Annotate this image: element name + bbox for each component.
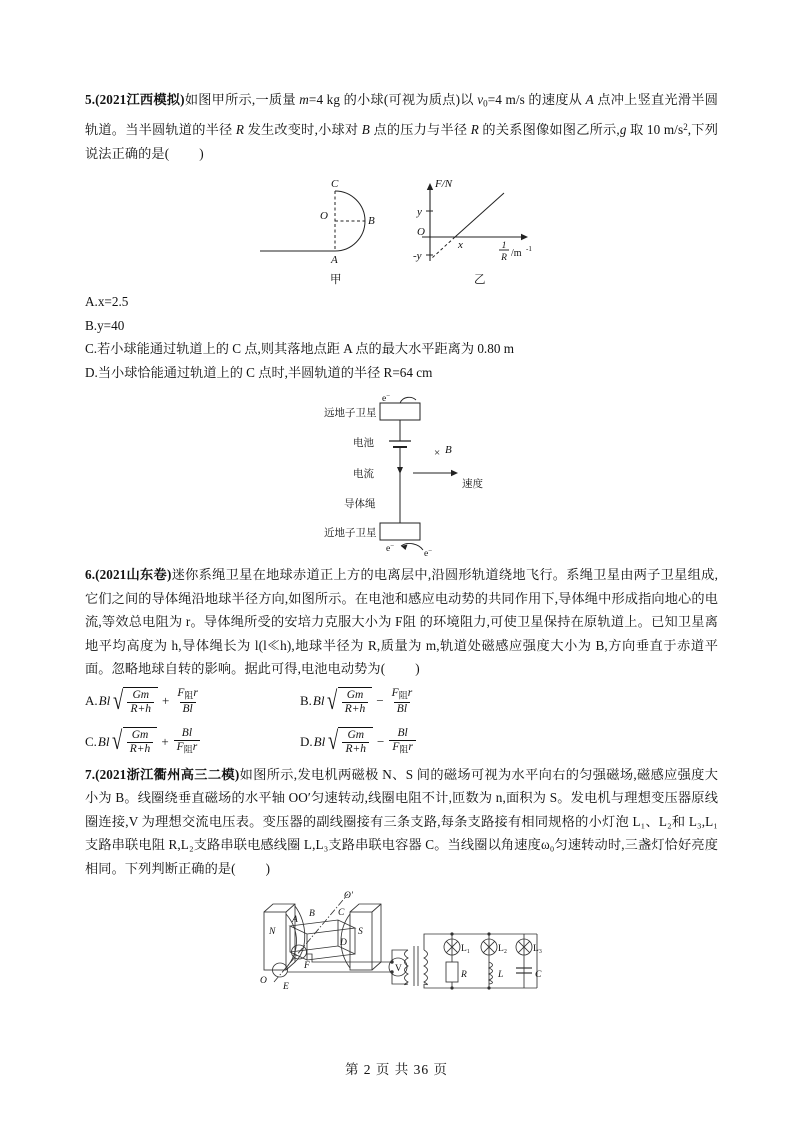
q5-option-a[interactable]: A.x=2.5 (85, 294, 129, 310)
q6-option-d-coef: Bl (313, 733, 326, 749)
q5-point-b: B (361, 122, 370, 138)
q6-option-b-radical: √ $\frac{Gm}{R+h}$ (325, 687, 372, 716)
q6-d-rad-den: R+h (342, 742, 369, 756)
q5-var-r: R (235, 122, 245, 138)
q5-graph-y-axis-label: F/N (434, 178, 452, 191)
q6-a-den: Bl (182, 703, 193, 716)
q6-option-d[interactable] (300, 727, 515, 757)
q7-point-f: F (303, 961, 310, 972)
q7-axis-bottom: O (259, 976, 267, 987)
q5-fig-caption-yi: 乙 (473, 274, 485, 287)
q5-option-d[interactable]: D.当小球恰能通过轨道上的 C 点时,半圆轨道的半径 R=64 cm (85, 364, 433, 380)
q6-d-den-tail: r (408, 741, 413, 754)
q5-option-c[interactable]: C.若小球能通过轨道上的 C 点,则其落地点距 A 点的最大水平距离为 0.80 m (85, 341, 514, 357)
q6-option-a[interactable] (85, 687, 300, 717)
q7-axis-top: O′ (343, 891, 353, 902)
q6-option-c[interactable] (85, 727, 300, 757)
q6-option-d-radical: √ $\frac{Gm}{R+h}$ (326, 727, 373, 756)
q6-d-rad-num: Gm (347, 729, 365, 742)
q5-var-v0: v (477, 92, 484, 107)
q5-fig-label-C: C (330, 178, 338, 191)
q6-c-fraction (174, 727, 201, 757)
question-6-body: 迷你系绳卫星在地球赤道正上方的电离层中,沿圆形轨道绕地飞行。系绳卫星由两子卫星组成,它们之间的导体绳沿地球半径方向,如图所示。在电池和感应电动势的共同作用下,导体绳中形成指向地心的电流,等效总电阻为 r。导体绳所受的安培力克服大小为 F阻 的环境阻力,可使卫星保持在原轨道上。已知卫星离地平均高度为 h,导体绳长为 l(l≪h),地球半径为 R,质量为 m,轨道处磁感应强度大小为 B,方向垂直于赤道平面。忽略地球自转的影响。据此可得,电池电动势为( (85, 567, 718, 677)
q5-var-v0-sub: 0 (483, 98, 488, 109)
q6-a-rad-num: Gm (132, 688, 150, 701)
svg-text:-1: -1 (525, 245, 532, 254)
q6-c-num: Bl (181, 727, 193, 740)
q6-b-fraction (389, 687, 416, 717)
q5-fig-label-A: A (330, 254, 338, 267)
q6-c-rad-den: R+h (127, 742, 154, 756)
q7-lamp-3: L₃ (532, 944, 542, 955)
q6-a-num-tail: r (193, 686, 198, 699)
q6-electron-bottom-left: e− (385, 542, 394, 555)
q6-label-battery: 电池 (352, 438, 374, 450)
question-5-text: 5.(2021江西模拟)如图甲所示,一质量 m=4 kg 的小球(可视为质点)以 $v_0=4$ m/s 的速度从 A 点冲上竖直光滑半圆轨道。当半圆轨道的半径 R 发生改变时,小球对 B 点的压力与半径 R 的关系图像如图乙所示,g 取 10 $m/s^2$,下列说法正确的是( ) (85, 92, 718, 161)
q6-b-operator: − (376, 693, 384, 709)
svg-text:/m: /m (510, 248, 522, 260)
svg-text:B: B (444, 444, 452, 457)
q6-option-b-label: B. (300, 693, 312, 709)
q5-part4: 点冲上竖直光滑半圆轨道。当半圆轨道的半径 (85, 92, 718, 138)
q6-a-num-sub: 阻 (184, 690, 194, 701)
q7-capacitor: C (534, 970, 541, 981)
q6-b-den: Bl (396, 703, 408, 716)
q5-figure-svg (252, 173, 552, 288)
q7-pole-n: N (268, 927, 275, 938)
question-5-number: 5. (85, 92, 96, 107)
q6-b-num-sub: 阻 (398, 690, 408, 701)
q5-option-b[interactable]: B.y=40 (85, 317, 125, 333)
q5-var-g: g (619, 122, 627, 138)
q5-fig-label-B: B (367, 215, 375, 228)
q7-voltmeter: V (394, 964, 402, 975)
question-7-number: 7. (85, 766, 96, 782)
q5-fig-caption-jia: 甲 (329, 274, 341, 287)
q6-b-num-tail: r (407, 686, 413, 699)
q6-d-den-sub: 阻 (399, 744, 409, 755)
page-footer: 第 2 页 共 36 页 (344, 1062, 449, 1077)
question-7-body: 如图所示,发电机两磁极 N、S 间的磁场可视为水平向右的匀强磁场,磁感应强度大小为 B。线圈绕垂直磁场的水平轴 OO′匀速转动,线圈电阻不计,匝数为 n,面积为 S。发电机与理想变压器原线圈连接,V 为理想交流电压表。变压器的副线圈接有三条支路,每条支路接有相同规格的小灯泡 L₁、L₂和 L₃,L₁支路串联电阻 R,L₂支路串联电感线圈 L,L₃支路串联电容器 C。当线圈以角速度ω₀匀速转动时,三盏灯恰好亮度相同。下列判断正确的是( (85, 766, 718, 876)
svg-text:×: × (433, 447, 440, 460)
q6-option-c-radical: √ $\frac{Gm}{R+h}$ (110, 727, 157, 756)
q7-lamp-2: L₂ (497, 944, 507, 955)
question-6-number: 6. (85, 567, 96, 583)
q6-option-d-label: D. (300, 733, 313, 749)
q6-option-c-label: C. (85, 733, 97, 749)
q6-field-symbol (434, 444, 452, 459)
q5-graph-x-axis-label (499, 241, 532, 263)
q6-option-a-coef: Bl (98, 693, 111, 709)
q6-option-c-coef: Bl (97, 733, 110, 749)
q6-c-den-f: F (176, 741, 184, 754)
q6-label-current: 电流 (352, 469, 374, 481)
svg-text:R: R (500, 253, 507, 264)
q6-d-fraction (389, 727, 416, 757)
question-6-options (85, 687, 718, 757)
question-7-text: 7.(2021浙江衢州高三二模)如图所示,发电机两磁极 N、S 间的磁场可视为水平向右的匀强磁场,磁感应强度大小为 B。线圈绕垂直磁场的水平轴 OO′匀速转动,线圈电阻不计,匝数为 n,面积为 S。发电机与理想变压器原线圈连接,V 为理想交流电压表。变压器的副线圈接有三条支路,每条支路接有相同规格的小灯泡 L₁、L₂和 L₃,L₁支路串联电阻 R,L₂支路串联电感线圈 L,L₃支路串联电容器 C。当线圈以角速度ω₀匀速转动时,三盏灯恰好亮度相同。下列判断正确的是( ) (85, 766, 718, 876)
q5-part2: =4 kg 的小球(可视为质点)以 (308, 92, 478, 107)
q6-option-a-label: A. (85, 693, 98, 709)
question-7-figure (85, 890, 718, 995)
q7-pole-s: S (357, 927, 363, 938)
q5-part8: 取 10 m/s (626, 122, 684, 138)
q5-point-a: A (585, 92, 594, 107)
q6-c-den-sub: 阻 (183, 744, 193, 755)
q6-label-far-satellite: 远地子卫星 (323, 408, 376, 420)
question-6-source: (2021山东卷) (95, 567, 172, 583)
q6-c-operator: + (161, 733, 169, 749)
q6-label-velocity: 速度 (461, 479, 483, 491)
q6-c-rad-num: Gm (131, 729, 149, 742)
q6-d-den-f: F (392, 741, 400, 754)
q5-part9: ,下列说法正确的是( (85, 122, 718, 161)
q6-figure-svg (282, 394, 522, 557)
q6-a-num-f: F (177, 686, 185, 699)
q7-resistor: R (460, 970, 467, 981)
q6-a-operator: + (162, 693, 170, 709)
q7-point-b: B (308, 909, 315, 920)
q6-label-tether: 导体绳 (343, 499, 375, 511)
q6-b-num-f: F (391, 686, 399, 699)
q5-graph-tick-y: y (416, 206, 422, 219)
q5-part1: 如图甲所示,一质量 (184, 92, 300, 107)
q6-option-b-coef: Bl (312, 693, 325, 709)
q6-label-near-satellite: 近地子卫星 (323, 528, 376, 540)
q5-var-m: m (299, 92, 309, 107)
q7-point-c: C (337, 908, 344, 919)
q5-graph-origin: O (416, 226, 425, 239)
q5-graph-tick-x: x (457, 239, 463, 252)
q6-option-b[interactable] (300, 687, 515, 717)
q6-electron-top: e− (381, 394, 390, 405)
q7-point-e: E (282, 982, 289, 993)
question-6-text: 6.(2021山东卷)迷你系绳卫星在地球赤道正上方的电离层中,沿圆形轨道绕地飞行。系绳卫星由两子卫星组成,它们之间的导体绳沿地球半径方向,如图所示。在电池和感应电动势的共同作用下,导体绳中形成指向地心的电流,等效总电阻为 r。导体绳所受的安培力克服大小为 F阻 的环境阻力,可使卫星保持在原轨道上。已知卫星离地平均高度为 h,导体绳长为 l(l≪h),地球半径为 R,质量为 m,轨道处磁感应强度大小为 B,方向垂直于赤道平面。忽略地球自转的影响。据此可得,电池电动势为( ) (85, 567, 718, 677)
q6-b-rad-num: Gm (346, 688, 364, 701)
q5-fig-label-O: O (319, 210, 328, 223)
q6-option-a-radical: √ $\frac{Gm}{R+h}$ (111, 687, 158, 716)
question-7-source: (2021浙江衢州高三二模) (95, 766, 240, 782)
q7-lamp-1: L₁ (460, 944, 470, 955)
q5-sup-2: 2 (683, 122, 688, 133)
q5-part6: 点的压力与半径 (369, 122, 471, 138)
q6-d-num: Bl (397, 727, 408, 740)
q7-point-a: A (291, 915, 298, 926)
q5-part3: =4 m/s 的速度从 (487, 92, 586, 107)
q6-a-fraction (174, 687, 201, 717)
q5-graph-tick-y-neg: -y (412, 250, 422, 263)
question-6-figure (85, 394, 718, 557)
svg-text:1: 1 (501, 241, 506, 252)
q6-electron-bottom-right: e− (423, 547, 432, 558)
question-5-source: (2021江西模拟) (95, 92, 185, 107)
q6-c-den-tail: r (192, 741, 198, 754)
q7-inductor: L (497, 970, 503, 981)
q6-d-operator: − (377, 733, 385, 749)
q6-a-rad-den: R+h (127, 702, 154, 716)
q7-figure-svg (252, 890, 552, 995)
q5-var-r2: R (470, 122, 479, 138)
q6-b-rad-den: R+h (342, 702, 369, 716)
q5-part7: 的关系图像如图乙所示, (478, 122, 620, 138)
question-5-options (85, 290, 718, 384)
question-5-figures (85, 173, 718, 288)
q7-point-d: D (339, 938, 347, 949)
q5-part5: 发生改变时,小球对 (244, 122, 362, 138)
